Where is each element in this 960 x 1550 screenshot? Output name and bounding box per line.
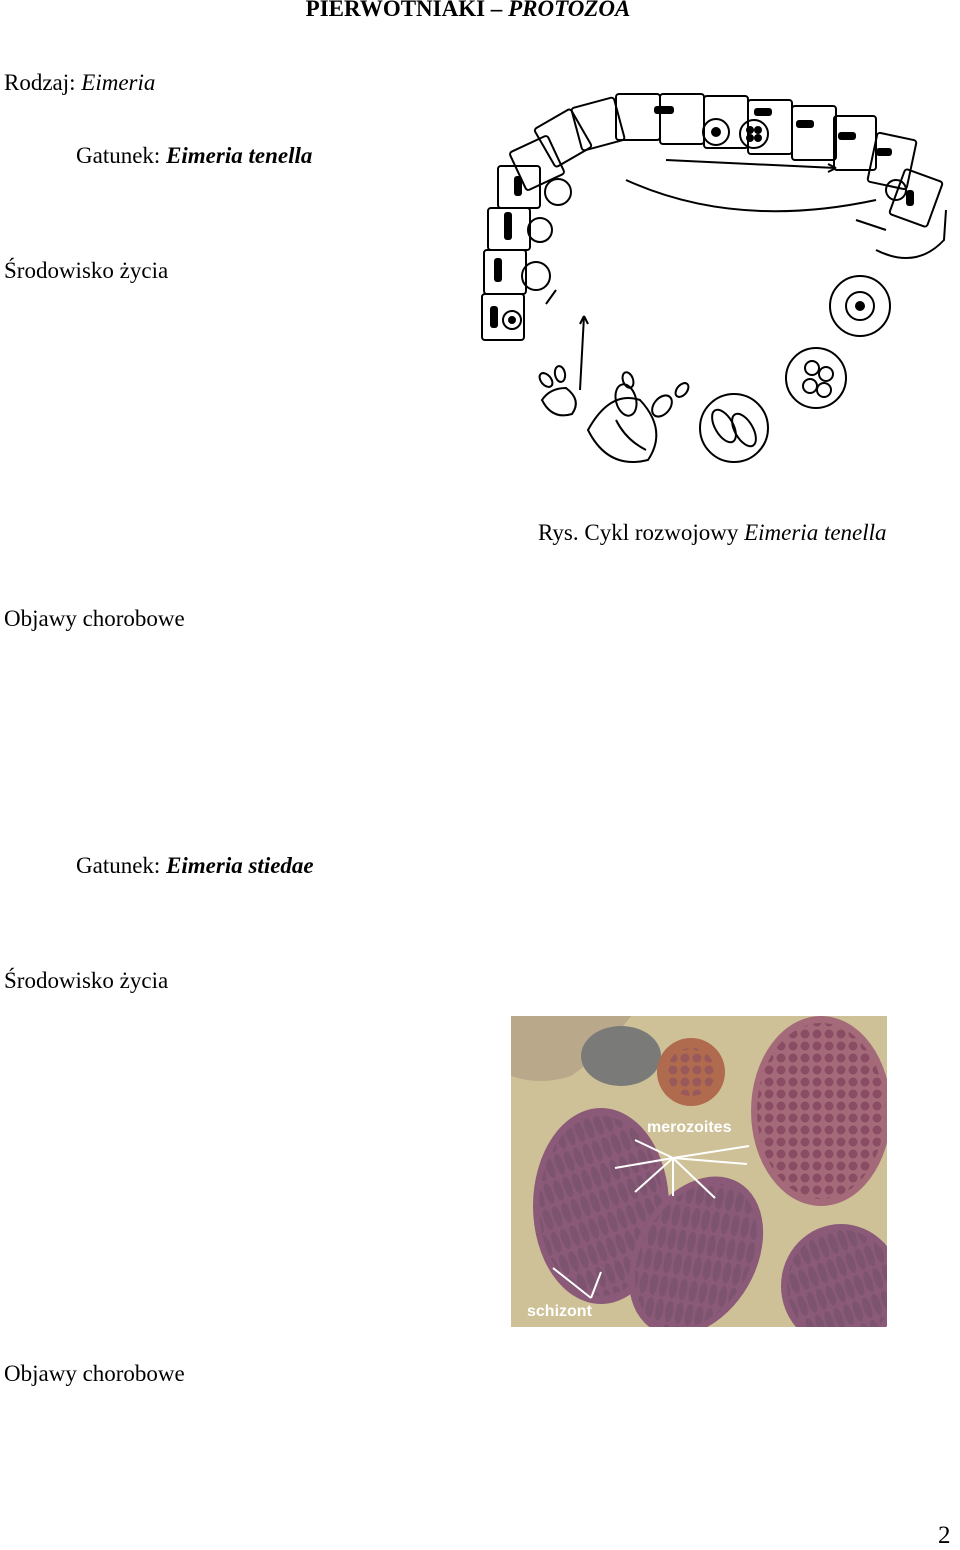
species-label-2: Gatunek: (76, 853, 167, 878)
environment-heading-tenella: Środowisko życia (4, 258, 169, 283)
merozoites-label: merozoites (647, 1119, 732, 1136)
life-cycle-diagram (476, 80, 956, 480)
species-line-stiedae (76, 853, 314, 879)
page-title-latin: PROTOZOA (508, 0, 631, 21)
page-title-main: PIERWOTNIAKI – (305, 0, 509, 21)
genus-line (4, 70, 155, 96)
species-label: Gatunek: (76, 143, 167, 168)
genus-label: Rodzaj: (4, 70, 82, 95)
species-name-tenella: Eimeria tenella (166, 143, 313, 168)
genus-name: Eimeria (81, 70, 156, 95)
symptoms-heading-tenella: Objawy chorobowe (4, 606, 185, 631)
schizont-label: schizont (527, 1303, 592, 1320)
species-name-stiedae: Eimeria stiedae (166, 853, 314, 878)
page-title (0, 0, 936, 22)
symptoms-heading-stiedae: Objawy chorobowe (4, 1361, 185, 1386)
species-line-tenella (76, 143, 312, 169)
page-number: 2 (938, 1522, 951, 1549)
excystation-stages (537, 365, 691, 462)
figure-caption (538, 520, 887, 546)
figure-caption-species: Eimeria tenella (744, 520, 887, 545)
environment-heading-stiedae: Środowisko życia (4, 968, 169, 993)
intracellular-stages (503, 119, 906, 329)
figure-caption-prefix: Rys. Cykl rozwojowy (538, 520, 745, 545)
micrograph-image (511, 1016, 887, 1327)
oocysts (700, 276, 890, 462)
